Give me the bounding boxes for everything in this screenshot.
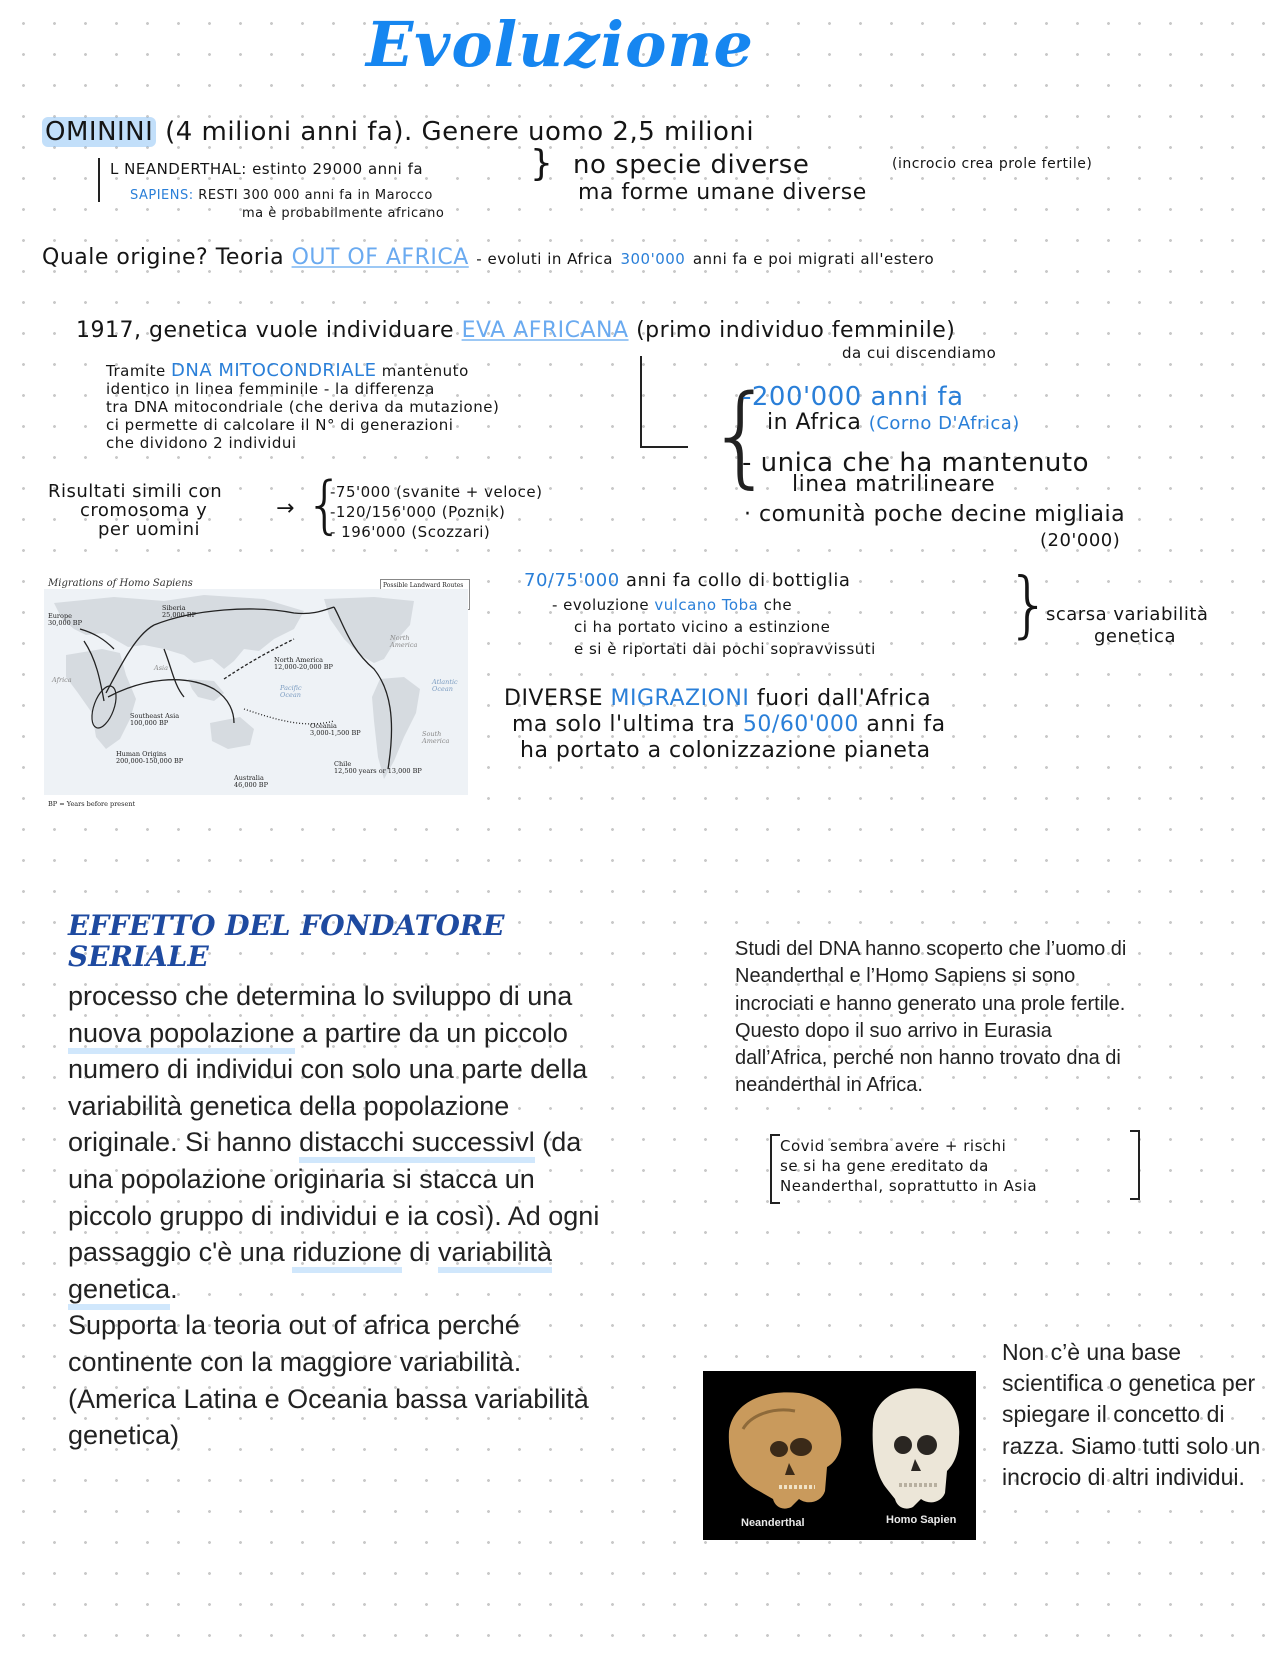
label-siberia: Siberia 25,000 BP [162,604,196,619]
origin-rest-b: anni fa e poi migrati all'estero [692,250,935,268]
label-europe: Europe 30,000 BP [48,612,82,627]
label-south-america: South America [422,730,450,745]
migrations-l1c: fuori dall'Africa [756,686,932,711]
eva-fact3b: (20'000) [1040,530,1121,551]
eva-name: EVA AFRICANA [461,318,629,343]
covid-l2: se si ha gene ereditato da [780,1157,989,1175]
migrations-l2a: ma solo l'ultima tra [512,712,736,737]
map-footer: BP = Years before present [48,800,136,808]
label-chile: Chile 12,500 years or 13,000 BP [334,760,422,775]
mito-l3: tra DNA mitocondriale (che deriva da mutazione) [106,398,500,416]
skull-label-sapien: Homo Sapien [886,1514,957,1526]
origin-question: Quale origine? Teoria [42,245,285,270]
y-l2: cromosoma y [80,500,208,521]
eva-desc2: da cui discendiamo [842,344,997,362]
eva-fact1b [767,410,1020,435]
species-note: (incrocio crea prole fertile) [892,156,1093,172]
eva-desc1: (primo individuo femminile) [636,318,956,343]
y-l3: per uomini [98,519,200,540]
eva-fact3: · comunità poche decine migliaia [744,502,1126,527]
origin-line [42,245,934,270]
neanderthal-text: estinto 29000 anni fa [252,160,424,178]
covid-note [780,1136,1037,1196]
mito-l5: che dividono 2 individui [106,434,297,452]
mito-block [106,362,499,452]
label-australia: Australia 46,000 BP [234,774,268,789]
eva-prefix: 1917, genetica vuole individuare [76,318,455,343]
mito-dna: DNA MITOCONDRIALE [171,360,377,381]
section-text-3: (da una popolazione originaria si stacca un piccolo gruppo di individui e ia così). Ad ogni passaggio c'è una [68,1127,600,1268]
section-highlight-2: distacchi successivl [299,1127,535,1163]
eva-fact2a: - unica che ha mantenuto [742,448,1090,478]
bottleneck-l2 [552,596,792,614]
eva-line [76,318,955,343]
label-pacific: Pacific Ocean [280,684,302,699]
bottleneck-l2c: che [763,596,793,614]
y-values [330,482,542,542]
label-north-america: North America 12,000-20,000 BP [274,656,333,671]
label-atlantic: Atlantic Ocean [432,678,458,693]
skulls-image [703,1371,976,1540]
mito-l4: ci permette di calcolare il N° di generazioni [106,416,454,434]
section-highlight-1: nuova popolazione [68,1018,295,1054]
bottleneck-l1 [524,570,850,591]
facts-brace: { [706,371,777,499]
section-title: EFFETTO DEL FONDATORE SERIALE [68,909,505,973]
ominini-term: OMININI [42,117,156,147]
section-text-1: processo che determina lo sviluppo di una [68,981,573,1011]
bottleneck-l4: e si è riportati dai pochi sopravvissuti [574,640,876,658]
y-v1: -75'000 (svanite + veloce) [330,483,543,501]
section-text-6: Supporta la teoria out of africa perché continente con la maggiore variabilità. (America Latina e Oceania bassa variabilità genetica) [68,1310,589,1451]
section-highlight-4: variabilità genetica [68,1237,552,1310]
y-block [48,482,222,539]
y-brace: { [305,468,345,541]
covid-l3: Neanderthal, soprattutto in Asia [780,1177,1038,1195]
bottleneck-side1: scarsa variabilità [1046,604,1209,625]
covid-bracket-left [770,1134,780,1204]
bottleneck-l2a: - evoluzione [552,596,650,614]
migrations-l2c: anni fa [866,712,946,737]
migration-map [44,575,468,811]
label-asia: Asia [154,664,168,672]
section-text-5: . [170,1273,178,1304]
y-v3: - 196'000 (Scozzari) [330,523,491,541]
sapiens-text2: ma è probabilmente africano [242,206,445,221]
y-v2: -120/156'000 (Poznik) [330,503,506,521]
eva-fact1: -200'000 anni fa [742,382,964,412]
dna-note: Studi del DNA hanno scoperto che l’uomo di Neanderthal e l’Homo Sapiens si sono incrociati e hanno generato una prole fertile. Questo dopo il suo arrivo in Eurasia dall’Africa, perché non hanno trovato dna di neanderthal in Africa. [735,938,1127,1097]
migrations-l1 [504,686,931,711]
skull-label-neanderthal: Neanderthal [741,1517,805,1529]
bottleneck-l1b: anni fa collo di bottiglia [625,570,851,591]
label-sea: Southeast Asia 100,000 BP [130,712,180,727]
section-body [68,978,608,1454]
sapiens-label: SAPIENS: [130,188,194,203]
origin-theory: OUT OF AFRICA [291,245,469,270]
section-text-4: di [401,1237,438,1268]
race-note: Non c’è una base scientifica o genetica per spiegare il concetto di razza. Siamo tutti solo un incrocio di altri individui. [1002,1339,1261,1490]
eva-connector [640,356,688,448]
label-africa: Africa [52,676,72,684]
origin-years: 300'000 [620,250,686,268]
bottleneck-l3: ci ha portato vicino a estinzione [574,618,831,636]
legend-landward: Possible Landward Routes [383,582,464,589]
section-highlight-3: riduzione [292,1237,402,1273]
mito-l1: mantenuto [381,362,469,380]
neanderthal-line [110,160,423,178]
ominini-rest: (4 milioni anni fa). Genere uomo 2,5 milioni [165,117,755,147]
mito-pre: Tramite [106,362,166,380]
eva-fact1b-a: in Africa [767,410,862,435]
label-origin: Human Origins 200,000-150,000 BP [116,750,184,765]
covid-l1: Covid sembra avere + rischi [780,1137,1007,1155]
bottleneck-brace: } [1006,562,1053,646]
covid-bracket-right [1130,1130,1140,1200]
ominini-line [42,117,754,147]
page-title: Evoluzione [366,8,754,81]
origin-rest-a: - evoluti in Africa [476,250,613,268]
y-l1: Risultati simili con [48,481,223,502]
bottleneck-toba: vulcano Toba [654,596,759,614]
migrations-l2 [512,712,946,737]
sapiens-line [130,188,433,203]
migrations-l3: ha portato a colonizzazione pianeta [520,738,931,763]
label-oceania: Oceania 3,000-1,500 BP [310,722,361,737]
y-arrow: → [276,496,295,521]
neanderthal-label: L NEANDERTHAL: [110,160,247,178]
migrations-l1b: MIGRAZIONI [610,686,750,711]
section-text-2: a partire da un piccolo numero di individui con solo una parte della variabilità genetica della popolazione originale. Si hanno [68,1017,588,1158]
mito-l2: identico in linea femminile - la differenza [106,380,435,398]
bottleneck-years: 70/75'000 [524,570,620,591]
curly-brace: } [530,143,554,184]
bottleneck-side2: genetica [1094,626,1176,647]
sapiens-text1: RESTI 300 000 anni fa in Marocco [198,188,433,203]
species-line2: ma forme umane diverse [578,180,867,205]
species-line1: no specie diverse [573,150,810,180]
label-na-region: North America [390,634,418,649]
migrations-l1a: DIVERSE [504,686,604,711]
eva-fact2b: linea matrilineare [792,472,996,497]
map-title: Migrations of Homo Sapiens [48,578,193,589]
eva-fact1b-b: (Corno D'Africa) [868,413,1020,434]
migrations-years: 50/60'000 [742,712,859,737]
species-bracket [98,158,108,202]
